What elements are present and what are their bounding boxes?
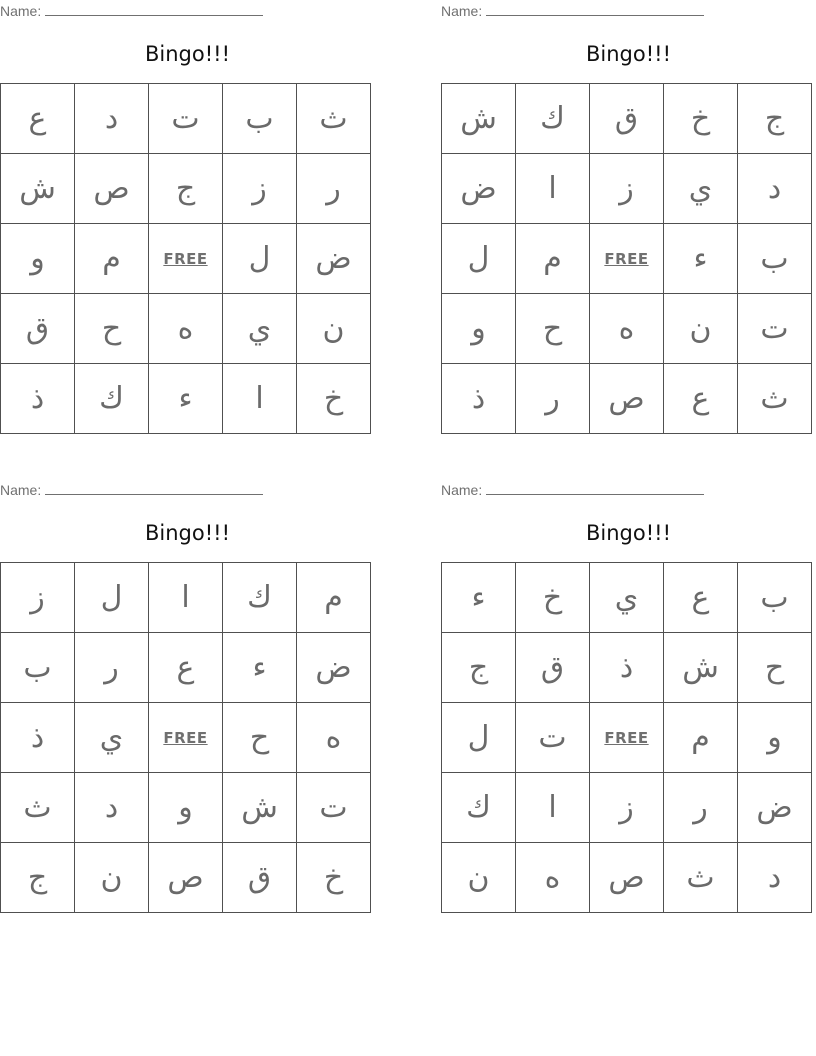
letter-cell: ث (738, 364, 812, 434)
letter-cell: ت (149, 84, 223, 154)
letter-cell: ج (1, 843, 75, 913)
card-title: Bingo!!! (586, 521, 671, 545)
bingo-card (441, 0, 816, 440)
letter-cell: م (75, 224, 149, 294)
grid-row (1, 224, 371, 294)
letter-cell: ث (1, 773, 75, 843)
grid-row (1, 84, 371, 154)
letter-cell: ر (516, 364, 590, 434)
letter-cell: ذ (590, 633, 664, 703)
grid-row (1, 843, 371, 913)
letter-cell: ن (75, 843, 149, 913)
letter-cell: ك (442, 773, 516, 843)
grid-row (442, 84, 812, 154)
letter-cell: د (738, 154, 812, 224)
letter-cell: ل (442, 703, 516, 773)
free-space: FREE (590, 224, 664, 294)
letter-cell: خ (516, 563, 590, 633)
letter-cell: ب (1, 633, 75, 703)
bingo-grid (0, 562, 371, 913)
letter-cell: ا (149, 563, 223, 633)
letter-cell: ن (442, 843, 516, 913)
grid-row (442, 843, 812, 913)
letter-cell: ج (149, 154, 223, 224)
name-line (0, 482, 263, 498)
card-title: Bingo!!! (586, 42, 671, 66)
letter-cell: ك (223, 563, 297, 633)
letter-cell: ي (223, 294, 297, 364)
letter-cell: ض (738, 773, 812, 843)
grid-row (442, 633, 812, 703)
letter-cell: ن (664, 294, 738, 364)
letter-cell: ق (1, 294, 75, 364)
letter-cell: و (1, 224, 75, 294)
letter-cell: ت (516, 703, 590, 773)
grid-row (1, 703, 371, 773)
name-line (441, 482, 704, 498)
name-label: Name: (441, 3, 483, 19)
letter-cell: ص (75, 154, 149, 224)
grid-row (442, 773, 812, 843)
letter-cell: ح (223, 703, 297, 773)
grid-row (1, 154, 371, 224)
name-blank-line (45, 3, 263, 16)
letter-cell: و (149, 773, 223, 843)
letter-cell: ذ (1, 364, 75, 434)
letter-cell: ع (664, 563, 738, 633)
name-line (0, 3, 263, 19)
letter-cell: ر (75, 633, 149, 703)
bingo-card (0, 0, 375, 440)
grid-row (1, 633, 371, 703)
letter-cell: ق (223, 843, 297, 913)
grid-row (442, 154, 812, 224)
grid-row (1, 294, 371, 364)
grid-row (442, 364, 812, 434)
letter-cell: ء (223, 633, 297, 703)
letter-cell: ش (442, 84, 516, 154)
name-blank-line (486, 482, 704, 495)
name-label: Name: (441, 482, 483, 498)
letter-cell: و (442, 294, 516, 364)
letter-cell: ج (738, 84, 812, 154)
letter-cell: ح (75, 294, 149, 364)
free-space: FREE (149, 224, 223, 294)
letter-cell: ا (223, 364, 297, 434)
grid-row (442, 294, 812, 364)
bingo-grid (441, 83, 812, 434)
letter-cell: ه (297, 703, 371, 773)
name-label: Name: (0, 3, 42, 19)
grid-row (1, 773, 371, 843)
letter-cell: د (738, 843, 812, 913)
letter-cell: ز (1, 563, 75, 633)
letter-cell: ك (516, 84, 590, 154)
letter-cell: ي (75, 703, 149, 773)
letter-cell: ز (223, 154, 297, 224)
letter-cell: ث (297, 84, 371, 154)
letter-cell: م (664, 703, 738, 773)
letter-cell: ب (738, 563, 812, 633)
name-label: Name: (0, 482, 42, 498)
letter-cell: د (75, 773, 149, 843)
letter-cell: ت (738, 294, 812, 364)
grid-row (442, 703, 812, 773)
letter-cell: ل (442, 224, 516, 294)
letter-cell: ل (75, 563, 149, 633)
letter-cell: ز (590, 154, 664, 224)
bingo-grid (0, 83, 371, 434)
letter-cell: ش (1, 154, 75, 224)
letter-cell: ه (516, 843, 590, 913)
letter-cell: ع (1, 84, 75, 154)
letter-cell: ب (738, 224, 812, 294)
bingo-card (0, 479, 375, 919)
letter-cell: ع (664, 364, 738, 434)
letter-cell: ك (75, 364, 149, 434)
letter-cell: ا (516, 773, 590, 843)
letter-cell: م (297, 563, 371, 633)
letter-cell: و (738, 703, 812, 773)
letter-cell: د (75, 84, 149, 154)
letter-cell: ث (664, 843, 738, 913)
letter-cell: ق (516, 633, 590, 703)
letter-cell: م (516, 224, 590, 294)
free-space: FREE (590, 703, 664, 773)
grid-row (1, 364, 371, 434)
letter-cell: ص (590, 364, 664, 434)
letter-cell: ء (442, 563, 516, 633)
grid-row (442, 563, 812, 633)
bingo-card (441, 479, 816, 919)
name-blank-line (486, 3, 704, 16)
letter-cell: ذ (442, 364, 516, 434)
bingo-grid (441, 562, 812, 913)
letter-cell: ض (297, 633, 371, 703)
letter-cell: ء (664, 224, 738, 294)
letter-cell: ت (297, 773, 371, 843)
letter-cell: خ (297, 843, 371, 913)
letter-cell: ر (297, 154, 371, 224)
letter-cell: ح (516, 294, 590, 364)
letter-cell: ج (442, 633, 516, 703)
letter-cell: ا (516, 154, 590, 224)
letter-cell: ض (442, 154, 516, 224)
free-space: FREE (149, 703, 223, 773)
letter-cell: ه (590, 294, 664, 364)
letter-cell: ز (590, 773, 664, 843)
letter-cell: ص (149, 843, 223, 913)
letter-cell: ي (664, 154, 738, 224)
name-blank-line (45, 482, 263, 495)
letter-cell: ح (738, 633, 812, 703)
letter-cell: ش (223, 773, 297, 843)
letter-cell: ذ (1, 703, 75, 773)
card-title: Bingo!!! (145, 521, 230, 545)
letter-cell: ن (297, 294, 371, 364)
name-line (441, 3, 704, 19)
grid-row (442, 224, 812, 294)
letter-cell: ع (149, 633, 223, 703)
letter-cell: ي (590, 563, 664, 633)
letter-cell: ب (223, 84, 297, 154)
letter-cell: خ (664, 84, 738, 154)
letter-cell: خ (297, 364, 371, 434)
letter-cell: ر (664, 773, 738, 843)
letter-cell: ض (297, 224, 371, 294)
letter-cell: ل (223, 224, 297, 294)
card-title: Bingo!!! (145, 42, 230, 66)
letter-cell: ء (149, 364, 223, 434)
letter-cell: ش (664, 633, 738, 703)
letter-cell: ص (590, 843, 664, 913)
letter-cell: ق (590, 84, 664, 154)
grid-row (1, 563, 371, 633)
letter-cell: ه (149, 294, 223, 364)
